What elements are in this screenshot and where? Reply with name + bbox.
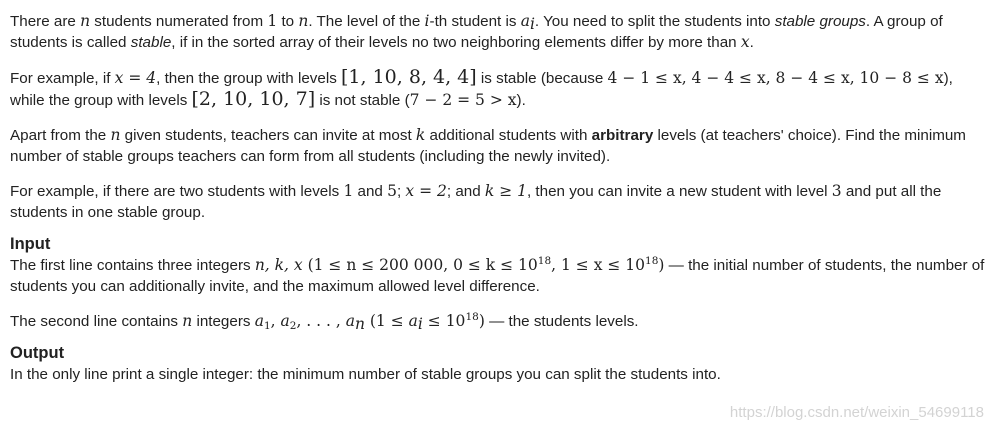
text: . You need to split the students into	[534, 13, 775, 30]
math-k-ge: k ≥ 1	[484, 182, 527, 200]
text: given students, teachers can invite at most	[120, 127, 416, 144]
math-constraints: (1 ≤ n ≤ 200 000, 0 ≤ k ≤ 10	[302, 256, 538, 274]
math-n: n	[298, 12, 309, 30]
text: , if in the sorted array of their levels no two neighboring elements differ by more than	[171, 34, 741, 51]
statement-paragraph-4	[10, 181, 986, 223]
problem-statement	[10, 11, 986, 385]
text: ).	[516, 92, 526, 109]
math-one: 1	[267, 12, 278, 30]
text: . A group of students is called	[10, 13, 943, 51]
text: ;	[396, 183, 406, 200]
text: . The level of the	[308, 13, 425, 30]
text: integers	[192, 313, 255, 330]
math-subscript: 2	[289, 320, 297, 332]
input-section-title: Input	[10, 235, 51, 253]
text: and put all the students in one stable group.	[10, 183, 942, 221]
statement-paragraph-3	[10, 125, 986, 167]
math-subscript: n	[354, 315, 365, 333]
output-paragraph-1: In the only line print a single integer: the minimum number of stable groups you can split the students into.	[10, 366, 721, 383]
text: — the initial number of students, the number of students you can additionally invite, and the maximum allowed level difference.	[10, 257, 985, 295]
text: Apart from the	[10, 127, 111, 144]
text: — the students levels.	[484, 313, 639, 330]
bold-arbitrary: arbitrary	[591, 127, 654, 144]
text: ; and	[446, 183, 485, 200]
math-x-equals: x = 2	[405, 182, 447, 200]
text: is stable (because	[476, 70, 608, 87]
math-x-equals: x = 4	[114, 69, 157, 87]
text: students numerated from	[90, 13, 268, 30]
math-vars: n, k, x	[254, 256, 303, 274]
math-inequality: 7 − 2 = 5 > x	[409, 91, 517, 109]
math-constraints: , 1 ≤ x ≤ 10	[551, 256, 646, 274]
math-constraints: ≤ 10	[422, 312, 466, 330]
math-a: a	[520, 12, 530, 30]
text: The first line contains three integers	[10, 257, 255, 274]
math-constraints: )	[658, 256, 665, 274]
output-section-title: Output	[10, 344, 65, 362]
text: For example, if there are two students with levels	[10, 183, 344, 200]
text: For example, if	[10, 70, 115, 87]
math-subscript: i	[417, 315, 423, 333]
math-exponent: 18	[465, 311, 479, 323]
math-x: x	[740, 33, 750, 51]
input-paragraph-1	[10, 255, 986, 297]
text: levels (at teachers' choice). Find the minimum number of stable groups teachers can form from all students (including the newly invited).	[10, 127, 966, 165]
math-subscript: i	[529, 15, 535, 33]
math-k: k	[415, 126, 426, 144]
text: to	[277, 13, 299, 30]
math-level-set-2: [2, 10, 10, 7]	[191, 88, 316, 110]
text: additional students with	[425, 127, 592, 144]
text: is not stable (	[315, 92, 410, 109]
math-a: a	[408, 312, 418, 330]
emphasis-stable: stable	[130, 34, 172, 51]
text: , then the group with levels	[156, 70, 342, 87]
math-exponent: 18	[645, 255, 659, 267]
math-subscript: 1	[263, 320, 271, 332]
text: and	[353, 183, 388, 200]
math-exponent: 18	[537, 255, 552, 267]
math-level: 1	[343, 182, 354, 200]
text: The second line contains	[10, 313, 183, 330]
statement-paragraph-1	[10, 11, 986, 53]
math-n: n	[80, 12, 91, 30]
math-dots: , . . . ,	[296, 312, 346, 330]
math-comma: ,	[270, 312, 281, 330]
watermark: https://blog.csdn.net/weixin_54699118	[729, 404, 984, 421]
text: There are	[10, 13, 81, 30]
input-paragraph-2	[10, 311, 986, 332]
text: -th student is	[429, 13, 521, 30]
text: , then you can invite a new student with level	[526, 183, 832, 200]
math-constraints: (1 ≤	[364, 312, 409, 330]
math-n: n	[182, 312, 193, 330]
math-n: n	[110, 126, 121, 144]
math-inequalities: 4 − 1 ≤ x, 4 − 4 ≤ x, 8 − 4 ≤ x, 10 − 8 ≤ x	[607, 69, 944, 87]
math-i: i	[424, 12, 430, 30]
math-a: a	[345, 312, 355, 330]
emphasis-stable-groups: stable groups	[774, 13, 866, 30]
text: ), while the group with levels	[10, 70, 953, 109]
statement-paragraph-2	[10, 67, 986, 111]
math-level: 3	[831, 182, 842, 200]
math-constraints: )	[478, 312, 485, 330]
math-level: 5	[387, 182, 397, 200]
text: .	[749, 34, 754, 51]
math-level-set-1: [1, 10, 8, 4, 4]	[341, 66, 477, 88]
math-a: a	[280, 312, 290, 330]
math-a: a	[254, 312, 264, 330]
